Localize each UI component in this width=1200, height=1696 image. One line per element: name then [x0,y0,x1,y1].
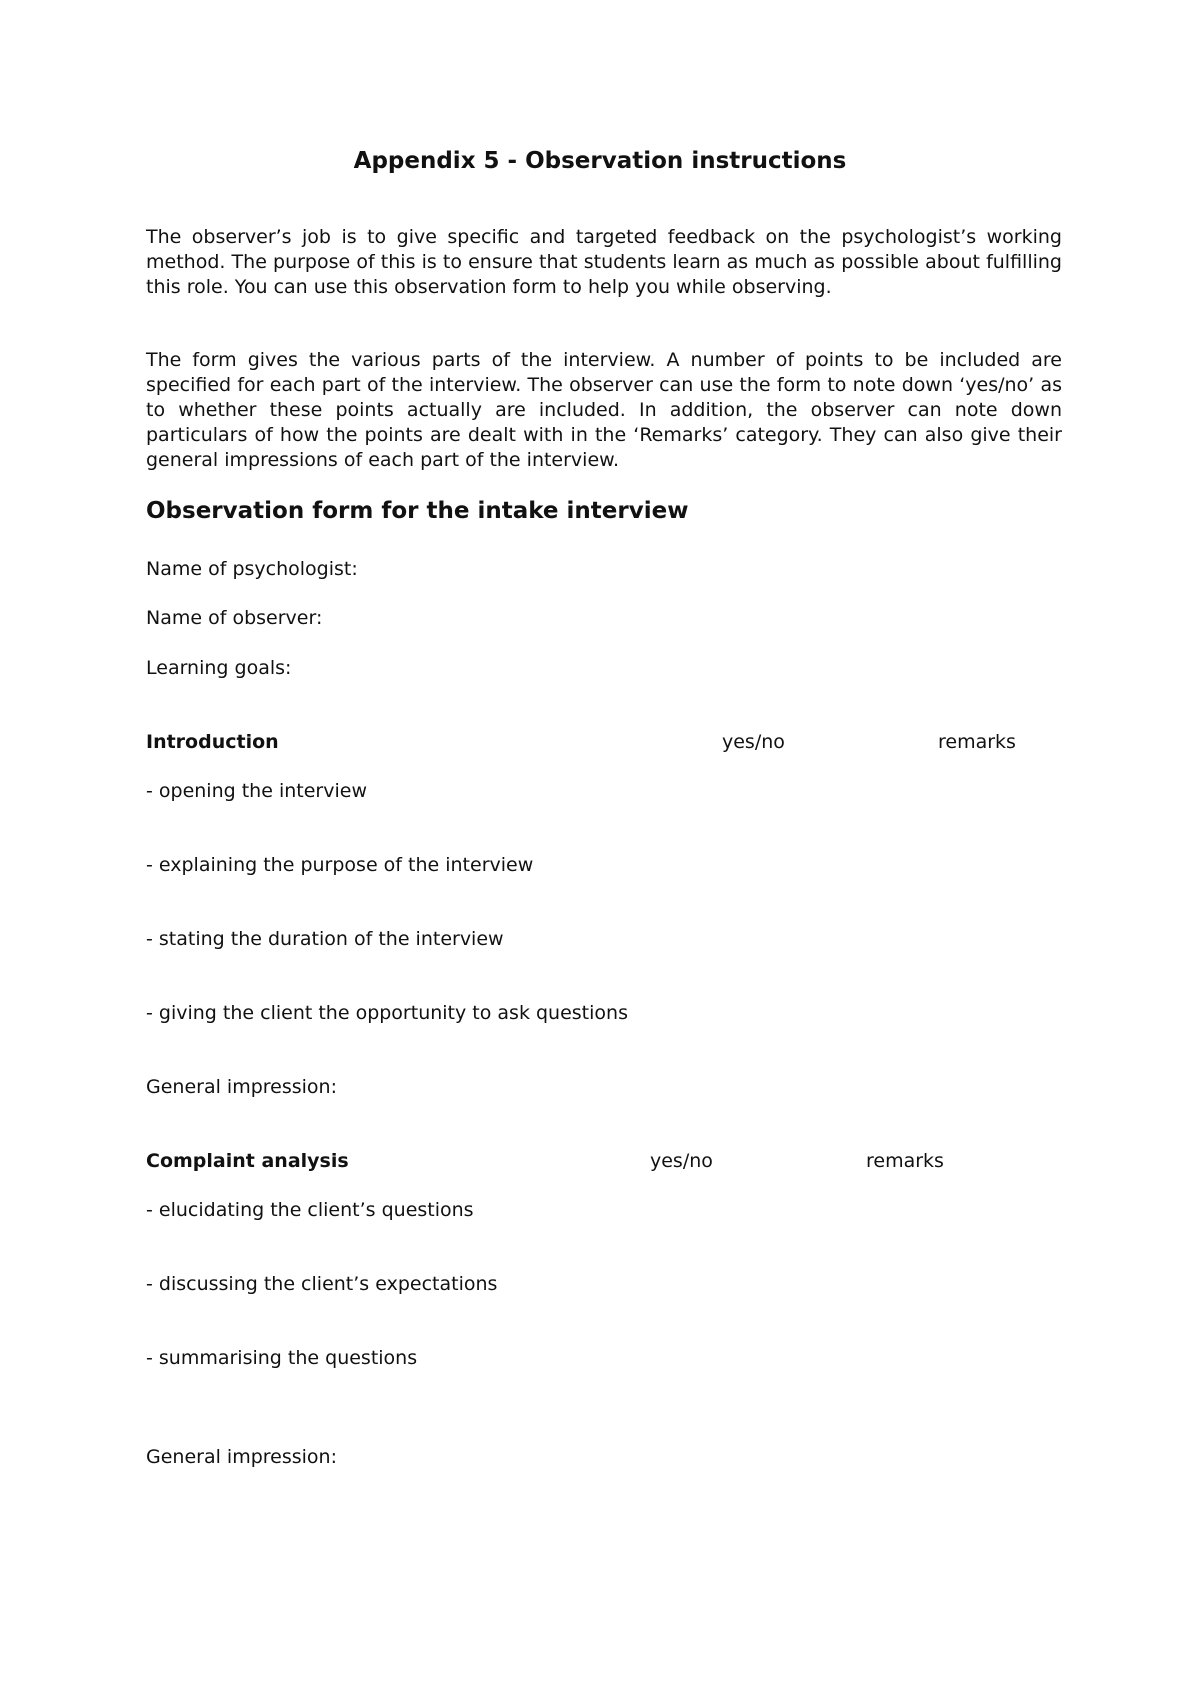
checklist-item: - stating the duration of the interview [146,928,504,950]
intro-paragraph-2: The form gives the various parts of the interview. A number of points to be included are specified for each part of the interview. The observer can use the form to note down ‘yes/no’ as to whether these points actually are included. In addition, the observer can note down particulars of how the points are dealt with in the ‘Remarks’ category. They can also give their general impressions of each part of the interview. [146,349,1062,471]
checklist-item: - opening the interview [146,780,367,802]
field-observer-name: Name of observer: [146,607,323,629]
checklist-item: - giving the client the opportunity to ask questions [146,1002,628,1024]
intro-paragraph-1: The observer’s job is to give specific and targeted feedback on the psychologist’s working method. The purpose of this is to ensure that students learn as much as possible about fulfilling this role. You can use this observation form to help you while observing. [146,226,1062,298]
checklist-item: - summarising the questions [146,1347,418,1369]
checklist-item: - elucidating the client’s questions [146,1199,474,1221]
general-impression-label: General impression: [146,1076,337,1098]
column-header-yes-no: yes/no [722,731,785,753]
column-header-yes-no: yes/no [650,1150,713,1172]
field-psychologist-name: Name of psychologist: [146,558,358,580]
general-impression-label: General impression: [146,1446,337,1468]
column-header-remarks: remarks [866,1150,944,1172]
checklist-item: - explaining the purpose of the interview [146,854,534,876]
checklist-item: - discussing the client’s expectations [146,1273,498,1295]
column-header-remarks: remarks [938,731,1016,753]
section-title-introduction: Introduction [146,731,279,753]
form-title: Observation form for the intake interview [146,498,689,524]
document-title: Appendix 5 - Observation instructions [353,148,847,174]
field-learning-goals: Learning goals: [146,657,292,679]
section-title-complaint-analysis: Complaint analysis [146,1150,349,1172]
